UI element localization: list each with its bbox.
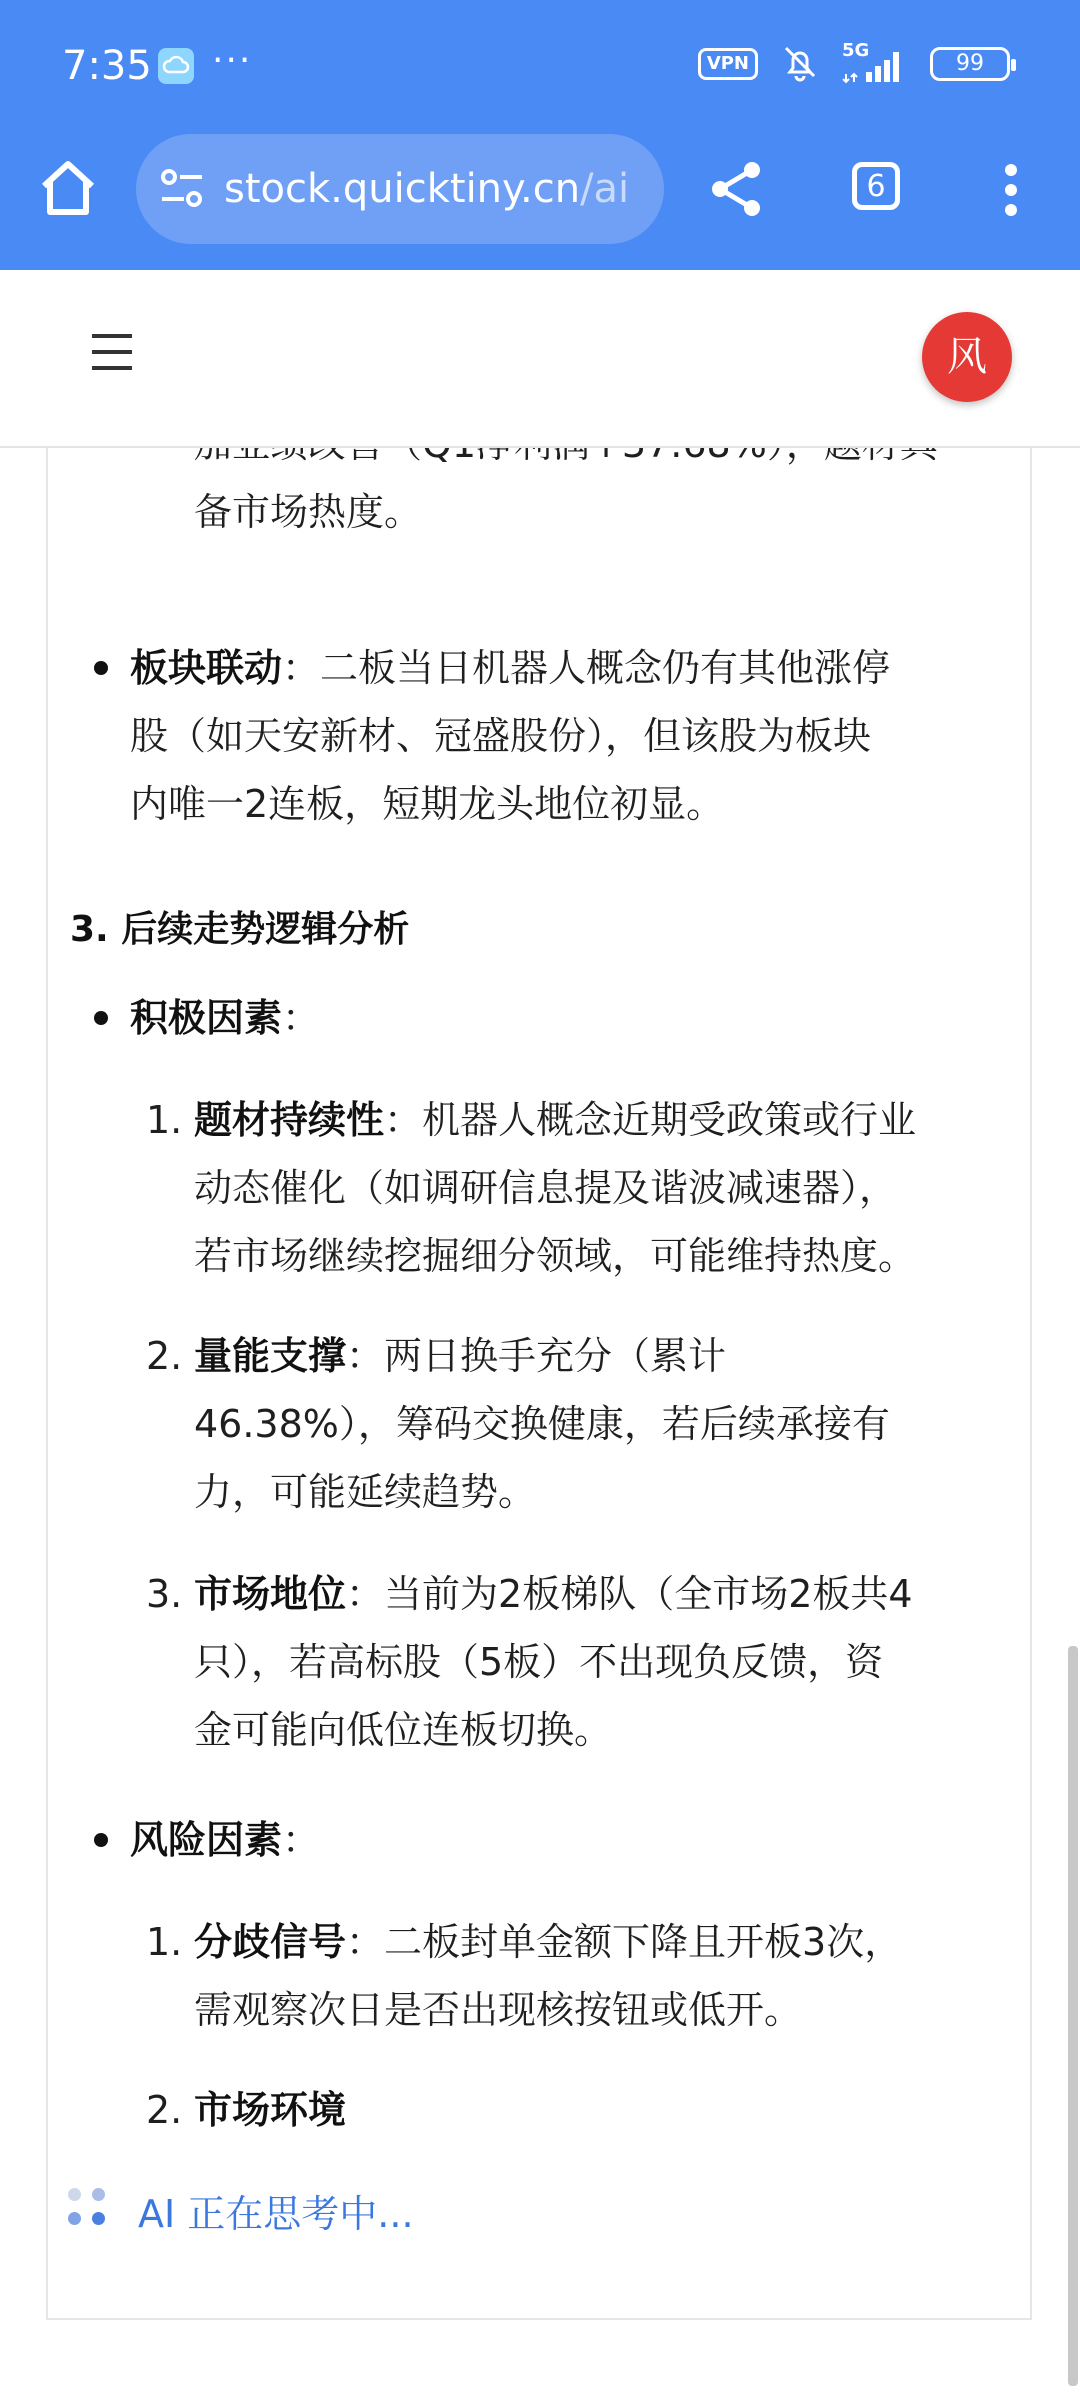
overflow-menu-button[interactable] — [996, 162, 1026, 218]
share-icon — [706, 158, 768, 220]
list-item: 积极因素： — [130, 996, 321, 1040]
site-settings-icon[interactable] — [160, 168, 204, 212]
bell-muted-icon — [780, 42, 820, 86]
partial-text-line: 备市场热度。 — [194, 490, 423, 534]
share-button[interactable] — [706, 158, 768, 220]
browser-chrome — [0, 0, 1080, 270]
list-item: 风险因素： — [130, 1818, 321, 1862]
home-button[interactable] — [36, 156, 100, 220]
bullet-dot — [94, 1011, 108, 1025]
avatar[interactable]: 风 — [922, 312, 1012, 402]
thinking-text: AI 正在思考中... — [138, 2191, 414, 2236]
status-time: 7:35 — [62, 43, 152, 89]
more-notifications-icon: ··· — [212, 40, 253, 81]
list-number: 1. — [146, 1098, 183, 1142]
list-number: 1. — [146, 1920, 183, 1964]
list-item: 板块联动：二板当日机器人概念仍有其他涨停 股（如天安新材、冠盛股份），但该股为板块 内唯一2连板，短期龙头地位初显。 — [130, 646, 891, 826]
list-item: 量能支撑：两日换手充分（累计 46.38%），筹码交换健康，若后续承接有 力，可能延续趋势。 — [194, 1334, 890, 1514]
list-number: 3. — [146, 1572, 183, 1616]
ai-response-card — [46, 330, 1032, 2320]
bullet-dot — [94, 661, 108, 675]
page-header — [0, 270, 1080, 448]
bullet-dot — [94, 1833, 108, 1847]
battery-icon: 99 — [930, 47, 1010, 81]
home-icon — [36, 156, 100, 220]
vpn-icon: VPN — [698, 48, 758, 80]
list-item: 市场地位：当前为2板梯队（全市场2板共4 只），若高标股（5板）不出现负反馈，资 金可能向低位连板切换。 — [194, 1572, 913, 1752]
item-label: 板块联动 — [130, 646, 283, 690]
scrollbar-thumb[interactable] — [1068, 1646, 1078, 2386]
url-text[interactable]: stock.quicktiny.cn/ai — [224, 166, 630, 212]
signal-5g-icon: 5G — [842, 44, 908, 84]
ai-thinking-indicator — [68, 2180, 414, 2240]
more-vert-icon — [996, 162, 1026, 218]
section-heading: 3. 后续走势逻辑分析 — [70, 909, 410, 950]
loading-dots-icon — [68, 2188, 112, 2232]
list-item: 市场环境 — [194, 2088, 347, 2132]
list-number: 2. — [146, 1334, 183, 1378]
tab-switcher-button[interactable]: 6 — [852, 162, 900, 210]
address-bar[interactable] — [136, 134, 664, 244]
status-right — [698, 40, 1010, 84]
list-item: 题材持续性：机器人概念近期受政策或行业 动态催化（如调研信息提及谐波减速器）， 若市场继续挖掘细分领域，可能维持热度。 — [194, 1098, 917, 1278]
list-number: 2. — [146, 2088, 183, 2132]
list-item: 分歧信号：二板封单金额下降且开板3次， 需观察次日是否出现核按钮或低开。 — [194, 1920, 903, 2032]
cloud-icon — [158, 48, 194, 84]
hamburger-menu-icon[interactable] — [92, 334, 132, 374]
